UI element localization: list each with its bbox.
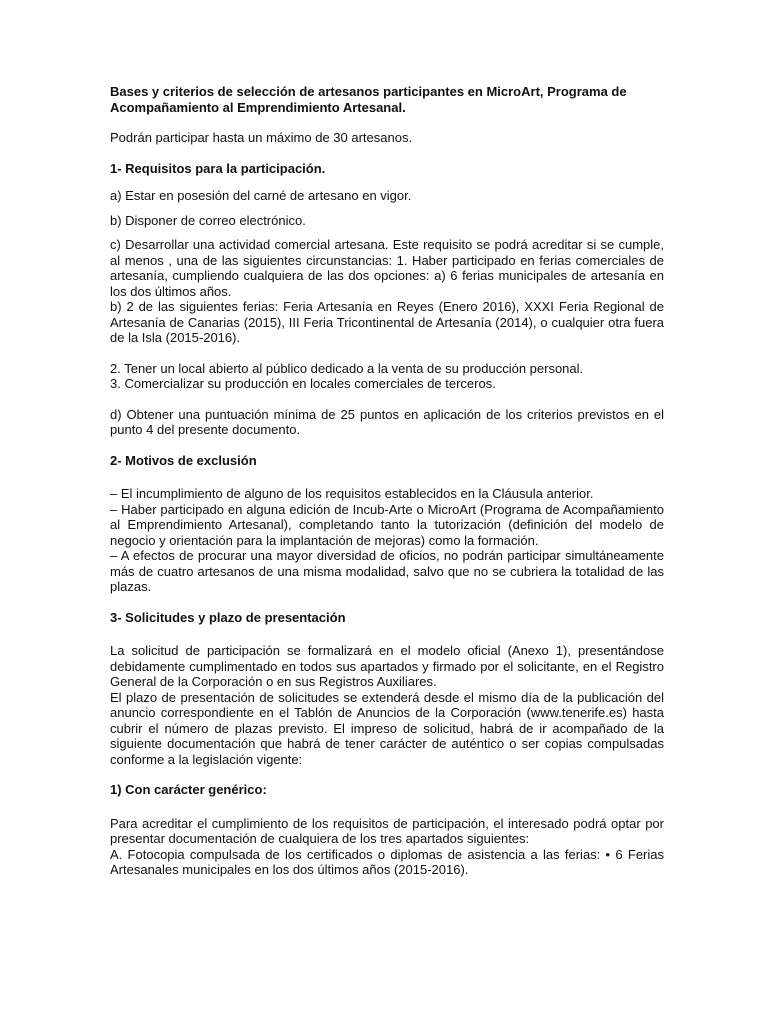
requirement-c-option-b: b) 2 de las siguientes ferias: Feria Artesanía en Reyes (Enero 2016), XXXI Feria Regional de Artesanía de Canarias (2015), III Feria Tricontinental de Artesanía (2014), o cualquier otra fuera de la Isla (2015-2016).: [110, 299, 664, 345]
exclusion-item-3: – A efectos de procurar una mayor diversidad de oficios, no podrán participar simultáneamente más de cuatro artesanos de una misma modalidad, salvo que no se cubriera la totalidad de las plazas.: [110, 548, 664, 594]
requirement-c: c) Desarrollar una actividad comercial artesana. Este requisito se podrá acreditar si se cumple, al menos , una de las siguientes circunstancias: 1. Haber participado en ferias comerciales de artesanía, cumpliendo cualquiera de las dos opciones: a) 6 ferias municipales de artesanía en los dos últimos años.: [110, 237, 664, 299]
exclusion-item-2: – Haber participado en alguna edición de Incub-Arte o MicroArt (Programa de Acompañamiento al Emprendimiento Artesanal), completando tanto la tutorización (definición del modelo de negocio y orientación para la implantación de mejoras) como la formación.: [110, 501, 664, 548]
section-2-heading: 2- Motivos de exclusión: [110, 452, 257, 468]
section-1-heading: 1- Requisitos para la participación.: [110, 160, 326, 176]
requirement-d: d) Obtener una puntuación mínima de 25 puntos en aplicación de los criterios previstos en el punto 4 del presente documento.: [110, 406, 664, 437]
intro-paragraph: Podrán participar hasta un máximo de 30 artesanos.: [110, 130, 413, 145]
exclusion-item-1: – El incumplimiento de alguno de los requisitos establecidos en la Cláusula anterior.: [110, 486, 594, 501]
section-3-heading: 3- Solicitudes y plazo de presentación: [110, 609, 346, 625]
generic-paragraph-2: A. Fotocopia compulsada de los certificados o diplomas de asistencia a las ferias: • 6 Ferias Artesanales municipales en los dos últimos años (2015-2016).: [110, 846, 664, 877]
requirement-a: a) Estar en posesión del carné de artesano en vigor.: [110, 188, 412, 203]
document-title: Bases y criterios de selección de artesanos participantes en MicroArt, Programa de Acompañamiento al Emprendimiento Artesanal.: [110, 84, 627, 115]
requirement-b: b) Disponer de correo electrónico.: [110, 212, 306, 228]
requirement-item-3: 3. Comercializar su producción en locales comerciales de terceros.: [110, 376, 496, 391]
generic-paragraph-1: Para acreditar el cumplimiento de los requisitos de participación, el interesado podrá optar por presentar documentación de cualquiera de los tres apartados siguientes:: [110, 815, 664, 846]
requirement-item-2: 2. Tener un local abierto al público dedicado a la venta de su producción personal.: [110, 360, 584, 376]
application-paragraph-1: La solicitud de participación se formalizará en el modelo oficial (Anexo 1), presentándose debidamente cumplimentado en todos sus apartados y firmado por el solicitante, en el Registro General de la Corporación o en sus Registros Auxiliares.: [110, 643, 664, 689]
section-generic-heading: 1) Con carácter genérico:: [110, 782, 267, 797]
application-paragraph-2: El plazo de presentación de solicitudes se extenderá desde el mismo día de la publicación del anuncio correspondiente en el Tablón de Anuncios de la Corporación (www.tenerife.es) hasta cubrir el número de plazas previsto. El impreso de solicitud, habrá de ir acompañado de la siguiente documentación que habrá de tener carácter de auténtico o ser copias compulsadas conforme a la legislación vigente:: [110, 689, 664, 767]
